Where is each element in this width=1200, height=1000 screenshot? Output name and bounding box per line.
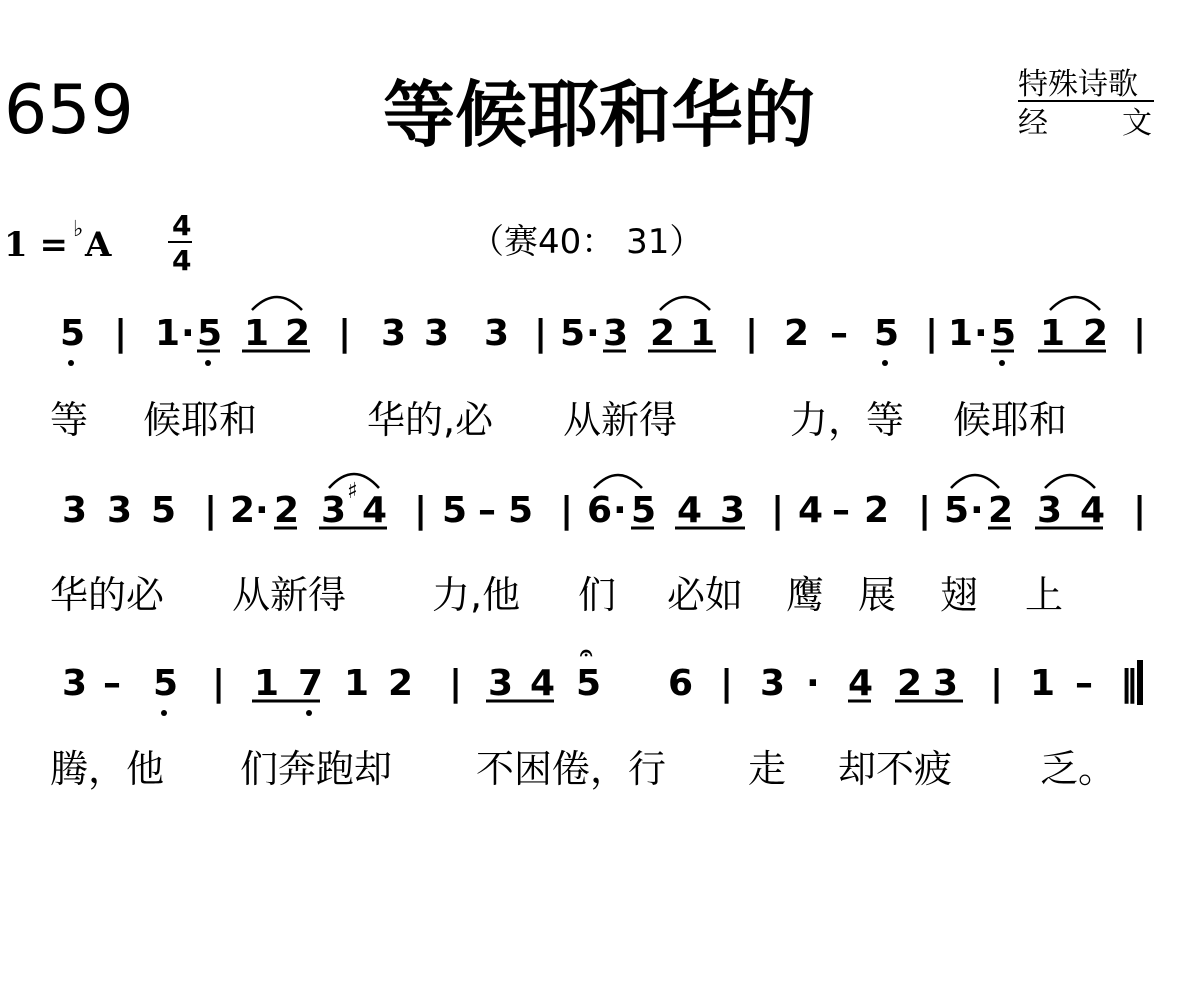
category-label: 特殊诗歌 bbox=[1018, 67, 1138, 102]
lyric: 翅 bbox=[940, 573, 979, 617]
note: 2 bbox=[897, 663, 923, 704]
low-octave-dot bbox=[306, 710, 312, 716]
note: 2 bbox=[285, 313, 311, 354]
note: 2 bbox=[784, 313, 810, 354]
note: 2 bbox=[274, 490, 300, 531]
lyric: 候耶和 bbox=[143, 398, 258, 442]
note: 5 bbox=[197, 313, 223, 354]
note: 5 bbox=[60, 313, 86, 354]
aug-dot: · bbox=[974, 313, 988, 354]
lyric: 腾，他 bbox=[50, 747, 165, 791]
low-octave-dot bbox=[68, 360, 74, 366]
barline: | bbox=[745, 313, 759, 354]
lyric: 乏。 bbox=[1040, 747, 1117, 791]
barline: | bbox=[560, 490, 574, 531]
lyric: 力,他 bbox=[432, 573, 521, 617]
time-sig-top: 4 bbox=[172, 209, 192, 242]
note: 3 bbox=[62, 490, 88, 531]
aug-dot: · bbox=[806, 663, 820, 704]
lyric: 鹰 bbox=[786, 573, 825, 617]
low-octave-dot bbox=[882, 360, 888, 366]
hymn-number: 659 bbox=[4, 71, 134, 150]
barline: | bbox=[990, 663, 1004, 704]
note: 2 bbox=[988, 490, 1014, 531]
dash: – bbox=[1075, 663, 1093, 704]
note: 4 bbox=[362, 490, 388, 531]
sharp-sign: ♯ bbox=[347, 479, 358, 504]
dash: – bbox=[830, 313, 848, 354]
note: 1 bbox=[948, 313, 974, 354]
lyric: 华的必 bbox=[50, 573, 165, 617]
note: 3 bbox=[107, 490, 133, 531]
aug-dot: · bbox=[181, 313, 195, 354]
time-sig-bottom: 4 bbox=[172, 244, 192, 277]
note: 6 bbox=[587, 490, 613, 531]
barline: | bbox=[1133, 313, 1147, 354]
source-label-1: 经 bbox=[1018, 106, 1048, 141]
page-title: 等候耶和华的 bbox=[383, 73, 816, 157]
note: 5 bbox=[442, 490, 468, 531]
key-letter: A bbox=[85, 225, 112, 265]
note: 6 bbox=[668, 663, 694, 704]
note: 2 bbox=[230, 490, 256, 531]
barline: | bbox=[771, 490, 785, 531]
system-2 bbox=[50, 474, 1146, 617]
aug-dot: · bbox=[970, 490, 984, 531]
dash: – bbox=[832, 490, 850, 531]
slur bbox=[1050, 297, 1100, 310]
dash: – bbox=[103, 663, 121, 704]
system-3 bbox=[50, 641, 1140, 791]
note: 1 bbox=[254, 663, 280, 704]
barline: | bbox=[720, 663, 734, 704]
note: 3 bbox=[484, 313, 510, 354]
slur bbox=[594, 475, 642, 488]
lyric: 从新得 bbox=[563, 398, 678, 442]
lyric: 等 bbox=[50, 398, 89, 442]
note: 1 bbox=[344, 663, 370, 704]
note: 5 bbox=[508, 490, 534, 531]
note: 4 bbox=[1080, 490, 1106, 531]
note: 1 bbox=[244, 313, 270, 354]
system-1 bbox=[50, 297, 1146, 442]
slur bbox=[951, 475, 999, 488]
note: 3 bbox=[933, 663, 959, 704]
barline: | bbox=[338, 313, 352, 354]
barline: | bbox=[918, 490, 932, 531]
note: 5 bbox=[560, 313, 586, 354]
note: 4 bbox=[677, 490, 703, 531]
slur bbox=[252, 297, 302, 310]
final-barline: ‖ bbox=[1120, 663, 1138, 704]
low-octave-dot bbox=[205, 360, 211, 366]
aug-dot: · bbox=[586, 313, 600, 354]
note: 2 bbox=[1083, 313, 1109, 354]
barline: | bbox=[114, 313, 128, 354]
note: 2 bbox=[650, 313, 676, 354]
note: 3 bbox=[381, 313, 407, 354]
flat-sign: ♭ bbox=[73, 217, 84, 242]
scripture-reference: （赛40： 31） bbox=[470, 222, 704, 262]
barline: | bbox=[1133, 490, 1147, 531]
low-octave-dot bbox=[999, 360, 1005, 366]
lyric: 候耶和 bbox=[953, 398, 1068, 442]
barline: | bbox=[449, 663, 463, 704]
source-label-2: 文 bbox=[1122, 106, 1152, 141]
barline: | bbox=[534, 313, 548, 354]
note: 5 bbox=[874, 313, 900, 354]
note: 3 bbox=[62, 663, 88, 704]
note: 1 bbox=[155, 313, 181, 354]
note: 3 bbox=[488, 663, 514, 704]
note: 3 bbox=[1037, 490, 1063, 531]
slur bbox=[1045, 475, 1095, 488]
note: 7 bbox=[298, 663, 324, 704]
lyric: 们奔跑却 bbox=[240, 747, 393, 791]
note: 4 bbox=[530, 663, 556, 704]
note: 1 bbox=[690, 313, 716, 354]
note: 2 bbox=[388, 663, 414, 704]
note: 1 bbox=[1030, 663, 1056, 704]
lyric: 华的,必 bbox=[367, 398, 494, 442]
note: 1 bbox=[1040, 313, 1066, 354]
note: 4 bbox=[848, 663, 874, 704]
barline: | bbox=[414, 490, 428, 531]
key-prefix: 1 = bbox=[4, 225, 68, 265]
lyric: 必如 bbox=[667, 573, 744, 617]
lyric: 不困倦，行 bbox=[476, 747, 667, 791]
barline: | bbox=[212, 663, 226, 704]
note: 5 bbox=[631, 490, 657, 531]
fermata-icon: 𝄐 bbox=[580, 641, 593, 666]
aug-dot: · bbox=[613, 490, 627, 531]
lyric: 走 bbox=[748, 747, 787, 791]
dash: – bbox=[478, 490, 496, 531]
note: 3 bbox=[760, 663, 786, 704]
note: 3 bbox=[321, 490, 347, 531]
note: 5 bbox=[944, 490, 970, 531]
barline: | bbox=[925, 313, 939, 354]
note: 5 bbox=[991, 313, 1017, 354]
low-octave-dot bbox=[161, 710, 167, 716]
lyric: 却不疲 bbox=[838, 747, 953, 791]
lyric: 上 bbox=[1025, 573, 1064, 617]
note: 3 bbox=[720, 490, 746, 531]
note: 2 bbox=[864, 490, 890, 531]
note: 3 bbox=[424, 313, 450, 354]
note: 5 bbox=[153, 663, 179, 704]
note: 5 bbox=[576, 663, 602, 704]
note: 4 bbox=[798, 490, 824, 531]
note: 5 bbox=[151, 490, 177, 531]
lyric: 从新得 bbox=[232, 573, 347, 617]
barline: | bbox=[204, 490, 218, 531]
aug-dot: · bbox=[255, 490, 269, 531]
lyric: 力，等 bbox=[790, 398, 905, 442]
lyric: 们 bbox=[578, 573, 617, 617]
lyric: 展 bbox=[858, 573, 897, 617]
slur bbox=[660, 297, 710, 310]
note: 3 bbox=[603, 313, 629, 354]
